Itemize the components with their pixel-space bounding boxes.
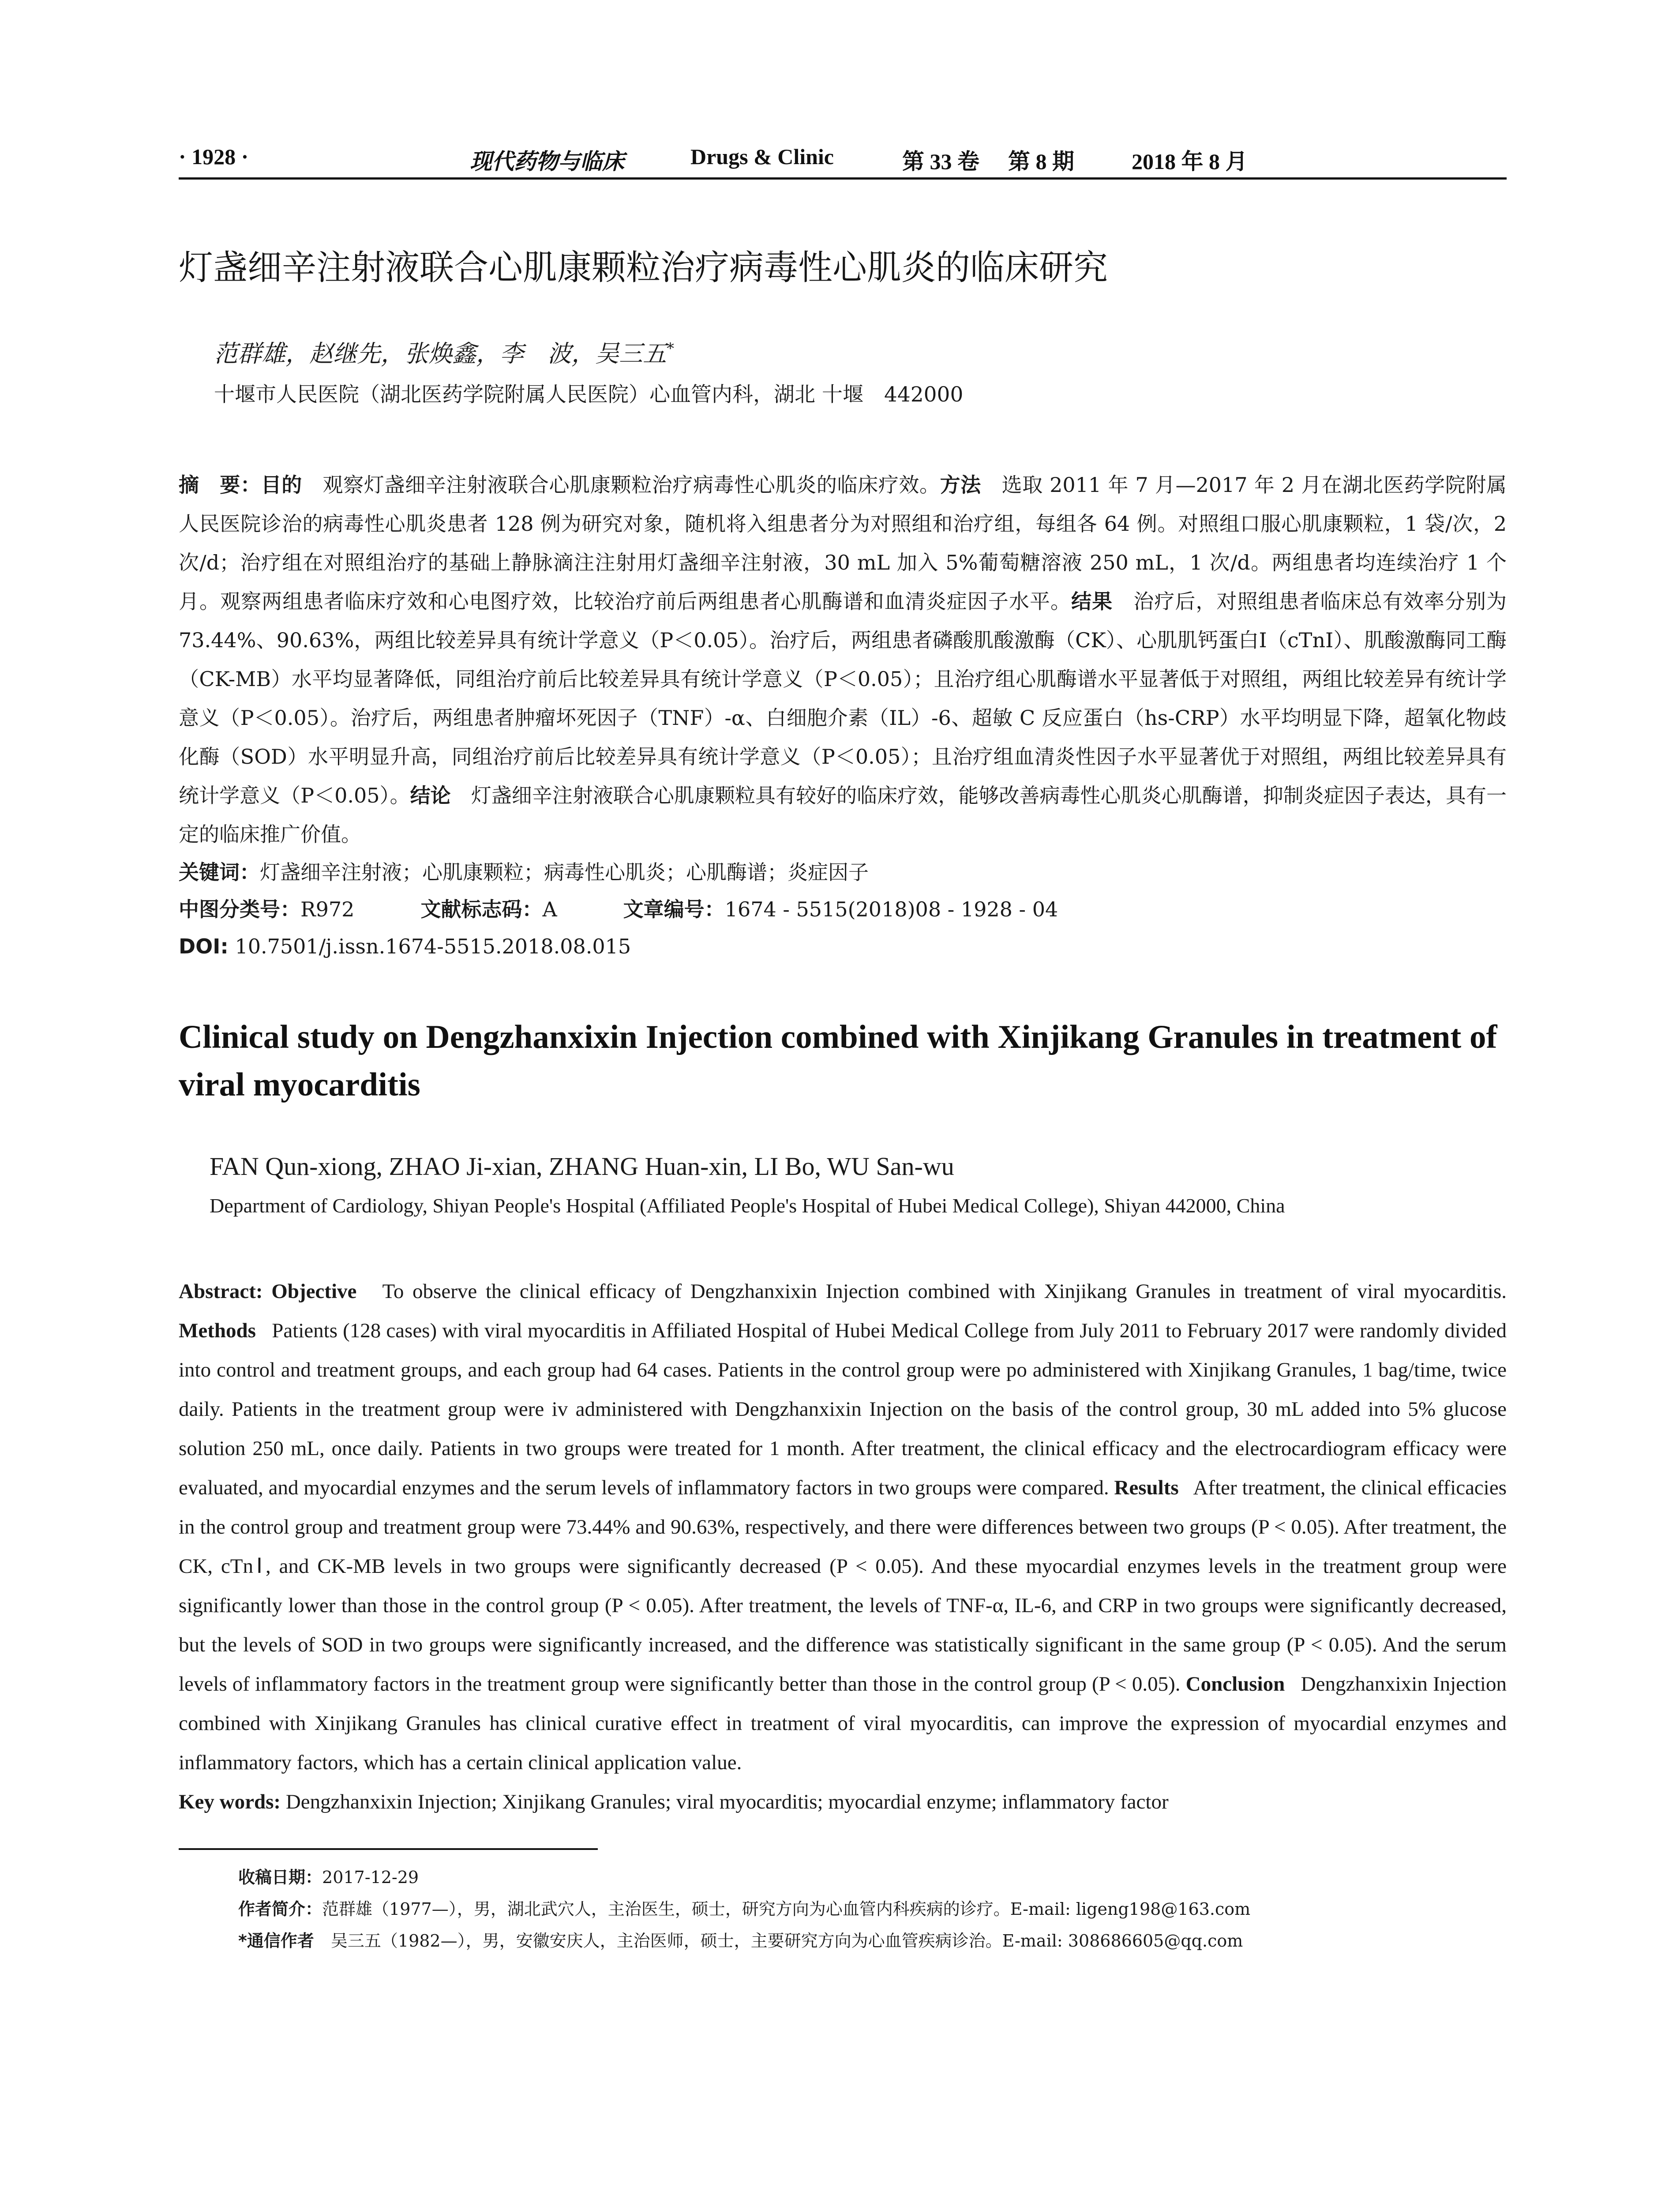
authors-cn [179,340,1507,368]
footnote-corresponding [238,1925,1507,1957]
keywords-cn [179,854,1507,891]
keywords-en-text: Dengzhanxixin Injection; Xinjikang Granules; viral myocarditis; myocardial enzyme; inflammatory factor [285,1790,1169,1813]
abstract-en-label: Abstract: [179,1279,263,1303]
abstract-cn-results: 治疗后，对照组患者临床总有效率分别为 73.44%、90.63%，两组比较差异具有统计学意义（P＜0.05）。治疗后，两组患者磷酸肌酸激酶（CK）、心肌肌钙蛋白Ⅰ（cTnI）、肌酸激酶同工酶（CK-MB）水平均显著降低，同组治疗前后比较差异具有统计学意义（P＜0.05）；且治疗组心肌酶谱水平显著低于对照组，两组比较差异有统计学意义（P＜0.05）。治疗后，两组患者肿瘤坏死因子（TNF）-α、白细胞介素（IL）-6、超敏 C 反应蛋白（hs-CRP）水平均明显下降，超氧化物歧化酶（SOD）水平明显升高，同组治疗前后比较差异具有统计学意义（P＜0.05）；且治疗组血清炎性因子水平显著优于对照组，两组比较差异具有统计学意义（P＜0.05）。 [179,589,1507,808]
corresponding-text: 吴三五（1982—），男，安徽安庆人，主治医师，硕士，主要研究方向为心血管疾病诊治。E-mail: 308686605@qq.com [330,1931,1243,1951]
journal-name-cn: 现代药物与临床 [470,149,624,174]
clc-label: 中图分类号： [179,897,300,922]
clc-value: R972 [300,897,355,922]
abstract-en-methods-label: Methods [179,1319,256,1342]
received-label: 收稿日期： [238,1867,322,1887]
running-header [179,132,1507,175]
abstract-cn-methods-label: 方法 [940,473,981,497]
keywords-cn-label: 关键词： [179,860,260,885]
journal-name-en: Drugs & Clinic [690,144,834,169]
footnote-author-bio [238,1893,1507,1925]
doi-line [179,928,1507,965]
article-title-cn: 灯盏细辛注射液联合心肌康颗粒治疗病毒性心肌炎的临床研究 [179,248,1108,288]
abstract-en-results-label: Results [1114,1476,1179,1499]
abstract-en-methods: Patients (128 cases) with viral myocarditis in Affiliated Hospital of Hubei Medical College from July 2011 to February 2017 were randomly divided into control and treatment groups, and each group had 64 cases. Patients in the control group were po administered with Xinjikang Granules, 1 bag/time, twice daily. Patients in the treatment group were iv administered with Dengzhanxixin Injection on the basis of the control group, 30 mL added into 5% glucose solution 250 mL, once daily. Patients in two groups were treated for 1 month. After treatment, the clinical efficacy and the electrocardiogram efficacy were evaluated, and myocardial enzymes and the serum levels of inflammatory factors in two groups were compared. [179,1319,1507,1499]
journal-volume: 第 33 卷 [902,149,979,174]
keywords-en-label: Key words: [179,1790,281,1813]
article-no-value: 1674 - 5515(2018)08 - 1928 - 04 [724,897,1058,922]
doi-label: DOI: [179,934,229,959]
doi-value: 10.7501/j.issn.1674-5515.2018.08.015 [235,934,631,959]
journal-issue: 第 8 期 [1008,149,1074,174]
abstract-cn-label: 摘 要： [179,473,261,497]
abstract-cn-methods: 选取 2011 年 7 月—2017 年 2 月在湖北医药学院附属人民医院诊治的病毒性心肌炎患者 128 例为研究对象，随机将入组患者分为对照组和治疗组，每组各 64 例。对照组口服心肌康颗粒，1 袋/次，2 次/d；治疗组在对照组治疗的基础上静脉滴注注射用灯盏细辛注射液，30 mL 加入 5%葡萄糖溶液 250 mL，1 次/d。两组患者均连续治疗 1 个月。观察两组患者临床疗效和心电图疗效，比较治疗前后两组患者心肌酶谱和血清炎症因子水平。 [179,473,1507,614]
article-title-en: Clinical study on Dengzhanxixin Injection combined with Xinjikang Granules in treatment of viral myocarditis [179,1019,1497,1103]
journal-date: 2018 年 8 月 [1132,149,1248,174]
authors-cn-names: 范群雄，赵继先，张焕鑫，李 波，吴三五 [214,339,667,368]
classification-line [179,891,1507,928]
abstract-en-conclusion-label: Conclusion [1185,1672,1285,1696]
abstract-cn-conclusion: 灯盏细辛注射液联合心肌康颗粒具有较好的临床疗效，能够改善病毒性心肌炎心肌酶谱，抑制炎症因子表达，具有一定的临床推广价值。 [179,784,1507,847]
authors-en: FAN Qun-xiong, ZHAO Ji-xian, ZHANG Huan-xin, LI Bo, WU San-wu [210,1152,954,1181]
footnotes [179,1861,1507,1957]
page-number: · 1928 · [179,144,249,169]
corresponding-mark: * [667,339,674,357]
abstract-en-objective: To observe the clinical efficacy of Dengzhanxixin Injection combined with Xinjikang Granules in treatment of viral myocarditis. [382,1279,1507,1303]
affiliation-en: Department of Cardiology, Shiyan People's Hospital (Affiliated People's Hospital of Hubei Medical College), Shiyan 442000, China [210,1194,1285,1217]
doc-code-label: 文献标志码： [420,897,543,922]
abstract-cn [179,465,1507,854]
abstract-en-results: After treatment, the clinical efficacies in the control group and treatment group were 73.44% and 90.63%, respectively, and there were differences between two groups (P < 0.05). After treatment, the CK, cTnⅠ, and CK-MB levels in two groups were significantly decreased (P < 0.05). And these myocardial enzymes levels in the treatment group were significantly lower than those in the control group (P < 0.05). After treatment, the levels of TNF-α, IL-6, and CRP in two groups were significantly decreased, but the levels of SOD in two groups were significantly increased, and the difference was statistically significant in the same group (P < 0.05). And the serum levels of inflammatory factors in the treatment group were significantly better than those in the control group (P < 0.05). [179,1476,1507,1696]
corresponding-label: *通信作者 [238,1931,314,1951]
footnote-rule [179,1848,598,1850]
abstract-cn-results-label: 结果 [1071,589,1113,614]
keywords-en [179,1782,1507,1822]
abstract-en [179,1272,1507,1782]
article-no-label: 文章编号： [623,897,725,922]
author-bio-label: 作者简介： [238,1899,322,1919]
affiliation-cn: 十堰市人民医院（湖北医药学院附属人民医院）心血管内科，湖北 十堰 442000 [214,383,964,407]
author-bio-text: 范群雄（1977—），男，湖北武穴人，主治医生，硕士，研究方向为心血管内科疾病的诊疗。E-mail: ligeng198@163.com [322,1899,1251,1919]
received-date: 2017-12-29 [322,1867,419,1887]
page-content [179,132,1507,1957]
abstract-cn-conclusion-label: 结论 [410,784,451,808]
abstract-en-conclusion: Dengzhanxixin Injection combined with Xinjikang Granules has clinical curative effect in treatment of viral myocarditis, can improve the expression of myocardial enzymes and inflammatory factors, which has a certain clinical application value. [179,1672,1507,1774]
abstract-cn-objective-label: 目的 [261,473,302,497]
header-rule [179,177,1507,180]
keywords-cn-text: 灯盏细辛注射液；心肌康颗粒；病毒性心肌炎；心肌酶谱；炎症因子 [260,860,869,885]
abstract-en-objective-label: Objective [271,1279,357,1303]
footnote-received [238,1861,1507,1893]
abstract-cn-objective: 观察灯盏细辛注射液联合心肌康颗粒治疗病毒性心肌炎的临床疗效。 [322,473,940,497]
doc-code-value: A [542,897,557,922]
